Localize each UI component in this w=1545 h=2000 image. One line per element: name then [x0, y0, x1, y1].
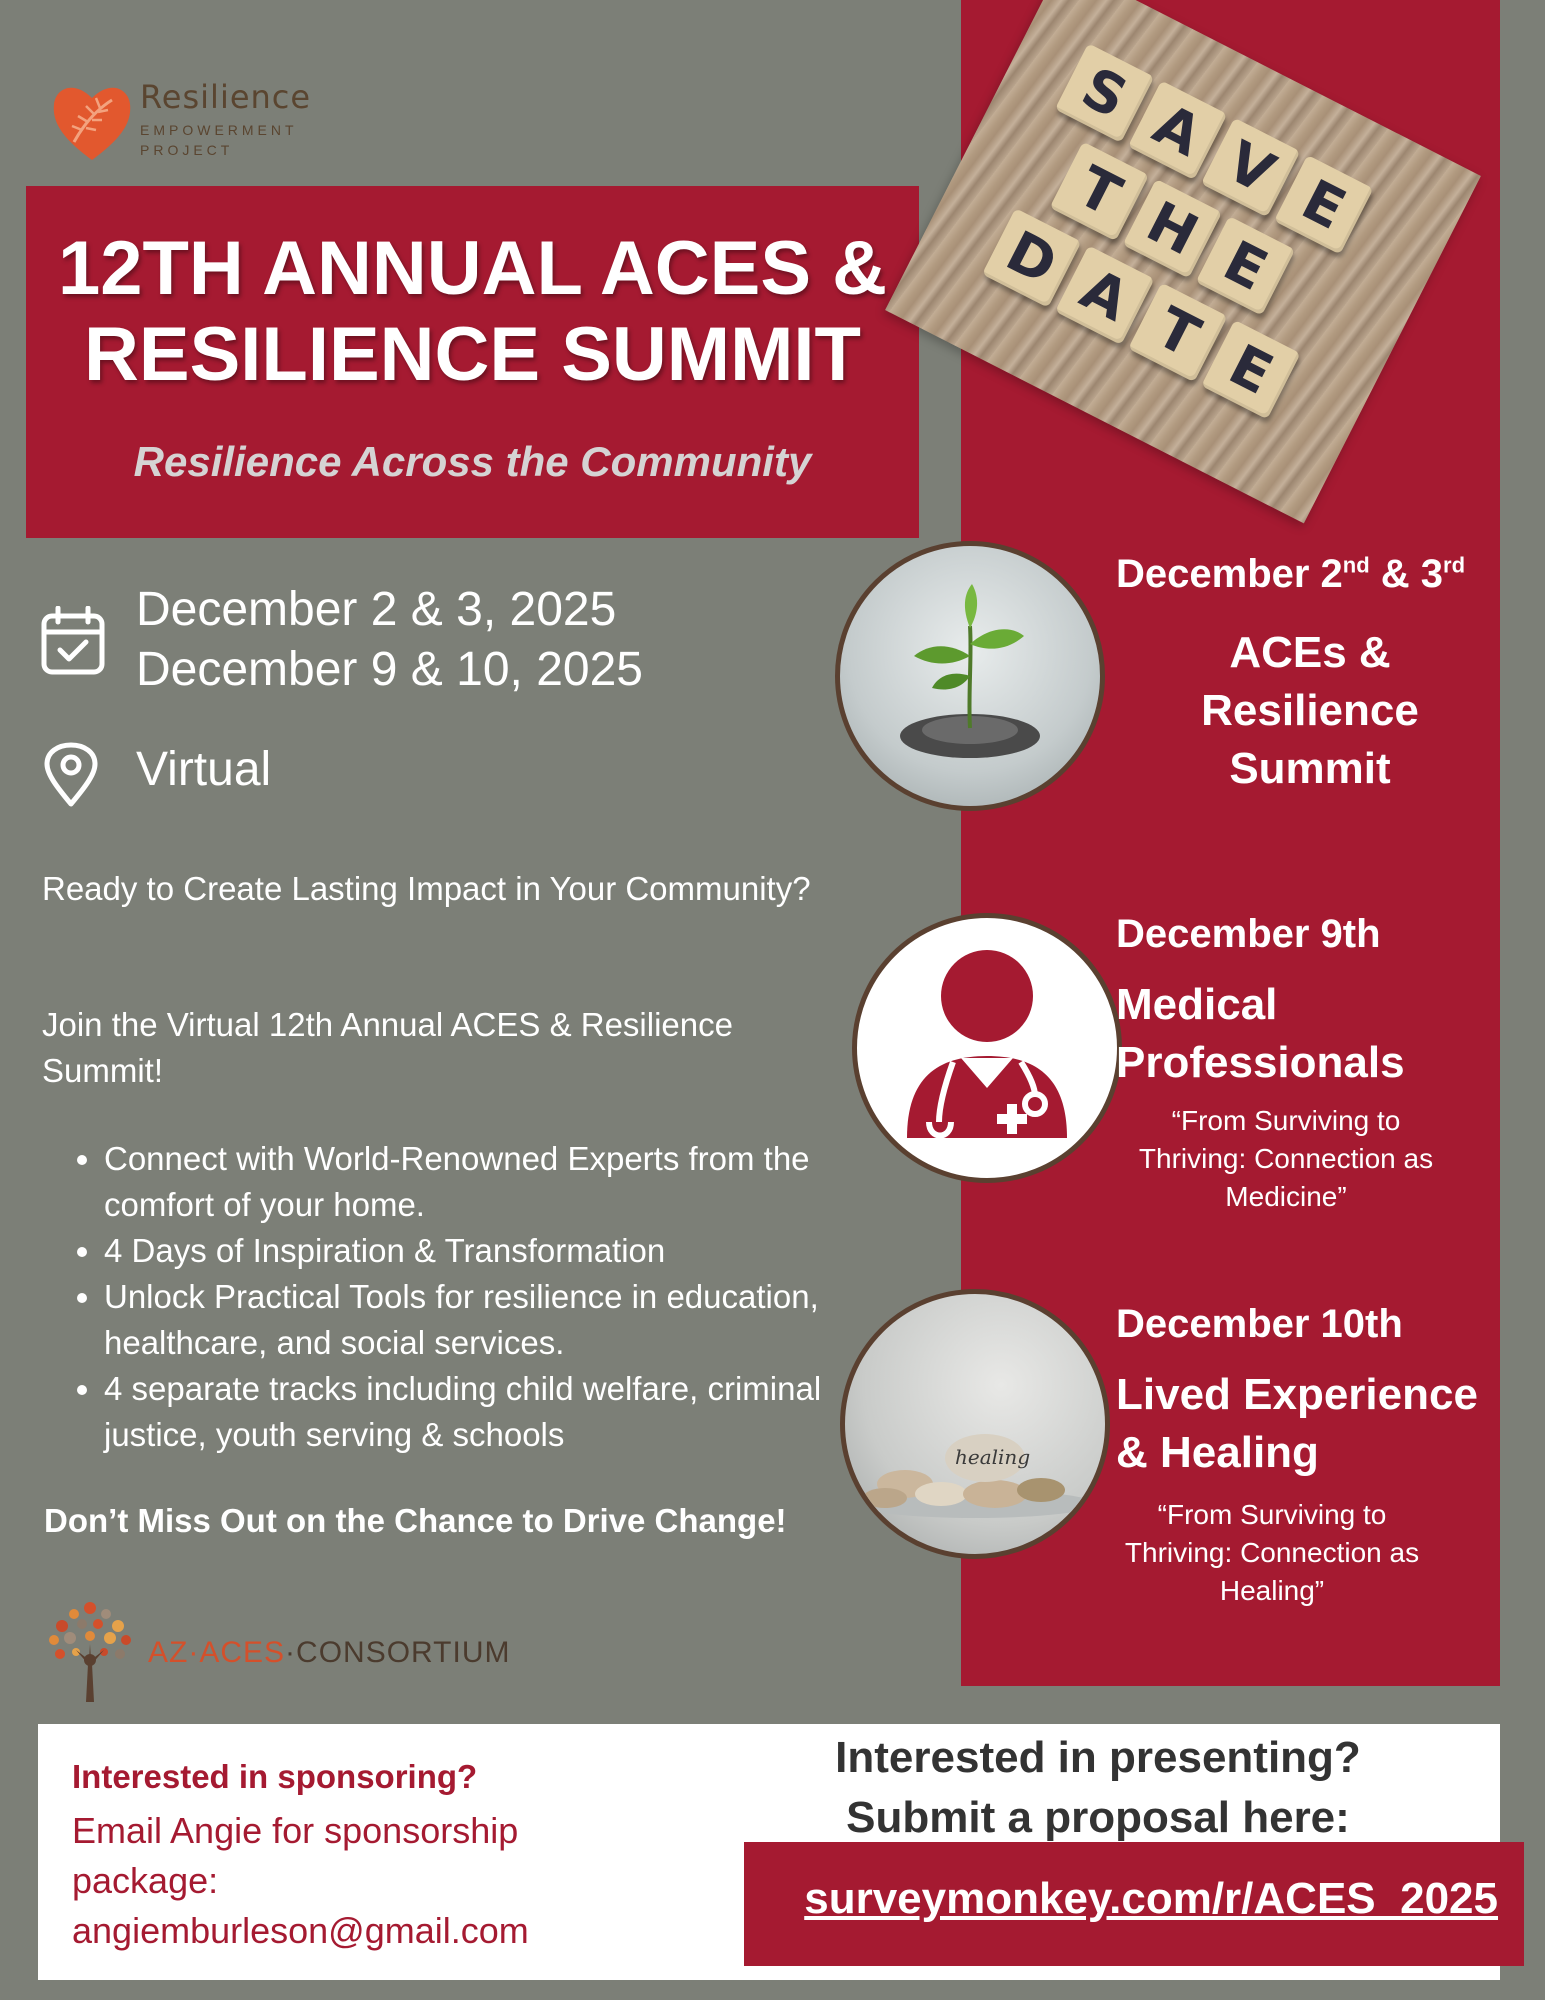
letter-block: E [1201, 320, 1301, 420]
sponsor-line-2: package: [72, 1860, 219, 1901]
title-line-1: 12TH ANNUAL ACES & [57, 226, 888, 311]
present-line-1: Interested in presenting? [835, 1733, 1361, 1782]
session-3-title-line-2: & Healing [1116, 1428, 1319, 1477]
sponsor-line-1: Email Angie for sponsorship [72, 1810, 519, 1851]
intro-join: Join the Virtual 12th Annual ACES & Resilience Summit! [42, 1006, 733, 1089]
session-3-title-line-1: Lived Experience [1116, 1370, 1478, 1419]
session-3-title [1116, 1366, 1478, 1482]
sponsor-heading: Interested in sponsoring? [72, 1758, 478, 1795]
doctor-icon [857, 918, 1117, 1178]
letter-block: E [1196, 216, 1296, 316]
medical-professional-photo [852, 913, 1122, 1183]
session-1-date-amp: & 3 [1369, 552, 1444, 596]
healing-stones-photo [840, 1289, 1110, 1559]
session-1-title [1110, 624, 1510, 798]
session-3-quote-line-2: Thriving: Connection as [1124, 1537, 1420, 1568]
az-aces-consortium-logo: AZ·ACES·CONSORTIUM [148, 1636, 511, 1669]
footer-panel [38, 1724, 1500, 1980]
logo-subtitle [140, 120, 298, 160]
session-2-title-line-2: Professionals [1116, 1038, 1405, 1087]
proposal-url-link[interactable]: surveymonkey.com/r/ACES_2025 [804, 1874, 1498, 1923]
sponsor-text [72, 1806, 592, 1956]
session-1-date-main: December 2 [1116, 552, 1343, 596]
letter-block: E [1274, 155, 1374, 255]
seedling-icon [840, 546, 1100, 806]
session-2-quote-line-2: Thriving: Connection as [1138, 1143, 1434, 1174]
session-2-quote [1104, 1102, 1468, 1216]
call-to-action: Don’t Miss Out on the Chance to Drive Change! [44, 1502, 787, 1539]
letter-block: S [1055, 43, 1155, 143]
benefits-list [62, 1136, 884, 1458]
letter-block: A [1055, 245, 1155, 345]
session-2-quote-line-3: Medicine” [1225, 1181, 1347, 1212]
stones-icon [845, 1294, 1105, 1554]
logo-sub-project: PROJECT [140, 142, 234, 158]
present-line-2: Submit a proposal here: [846, 1793, 1350, 1842]
resilience-empowerment-logo [52, 78, 352, 168]
letter-block: T [1128, 283, 1228, 383]
tree-logo-icon [40, 1594, 140, 1704]
session-3-date: December 10th [1116, 1302, 1403, 1346]
session-1-sup-rd: rd [1443, 552, 1466, 578]
list-item: • 4 Days of Inspiration & Transformation [104, 1228, 884, 1274]
session-2-quote-line-1: “From Surviving to [1171, 1105, 1401, 1136]
heart-leaf-icon [52, 80, 132, 164]
list-item: • Unlock Practical Tools for resilience in education, healthcare, and social services. [104, 1274, 884, 1366]
consortium-text: CONSORTIUM [296, 1636, 511, 1669]
logo-sub-empowerment: EMPOWERMENT [140, 122, 298, 138]
session-1-title-line-3: Summit [1229, 744, 1391, 793]
event-location: Virtual [136, 743, 272, 796]
logo-title: Resilience [140, 78, 312, 116]
list-item: • 4 separate tracks including child welfare, criminal justice, youth serving & schools [104, 1366, 884, 1458]
stone-label: healing [955, 1445, 1031, 1469]
location-pin-icon [42, 742, 100, 808]
session-2-title-line-1: Medical [1116, 980, 1278, 1029]
session-2-title [1116, 976, 1405, 1092]
event-date-2: December 9 & 10, 2025 [136, 643, 643, 696]
letter-block: D [982, 208, 1082, 308]
session-3-quote [1090, 1496, 1454, 1610]
calendar-icon [40, 606, 106, 676]
session-3-quote-line-1: “From Surviving to [1157, 1499, 1387, 1530]
page-title [26, 226, 919, 398]
proposal-url-box [744, 1842, 1524, 1966]
session-1-title-line-1: ACEs & [1229, 628, 1391, 677]
title-banner [26, 186, 919, 538]
session-1-sup-nd: nd [1342, 552, 1370, 578]
list-item: • Connect with World-Renowned Experts from the comfort of your home. [104, 1136, 884, 1228]
seedling-photo [835, 541, 1105, 811]
intro-question: Ready to Create Lasting Impact in Your Community? [42, 870, 811, 907]
sponsor-email-link[interactable]: angiemburleson@gmail.com [72, 1910, 529, 1951]
az-text: AZ [148, 1636, 189, 1669]
present-heading [778, 1728, 1418, 1848]
letter-block: H [1123, 179, 1223, 279]
session-1-date [1116, 552, 1465, 597]
page-subtitle: Resilience Across the Community [133, 438, 812, 485]
session-3-quote-line-3: Healing” [1219, 1575, 1325, 1606]
letter-block: V [1201, 118, 1301, 218]
event-date-1: December 2 & 3, 2025 [136, 583, 617, 636]
session-1-title-line-2: Resilience [1201, 686, 1419, 735]
session-2-date: December 9th [1116, 912, 1381, 956]
letter-block: T [1050, 142, 1150, 242]
title-line-2: RESILIENCE SUMMIT [84, 312, 861, 397]
letter-block: A [1128, 80, 1228, 180]
aces-text: ACES [199, 1636, 286, 1669]
